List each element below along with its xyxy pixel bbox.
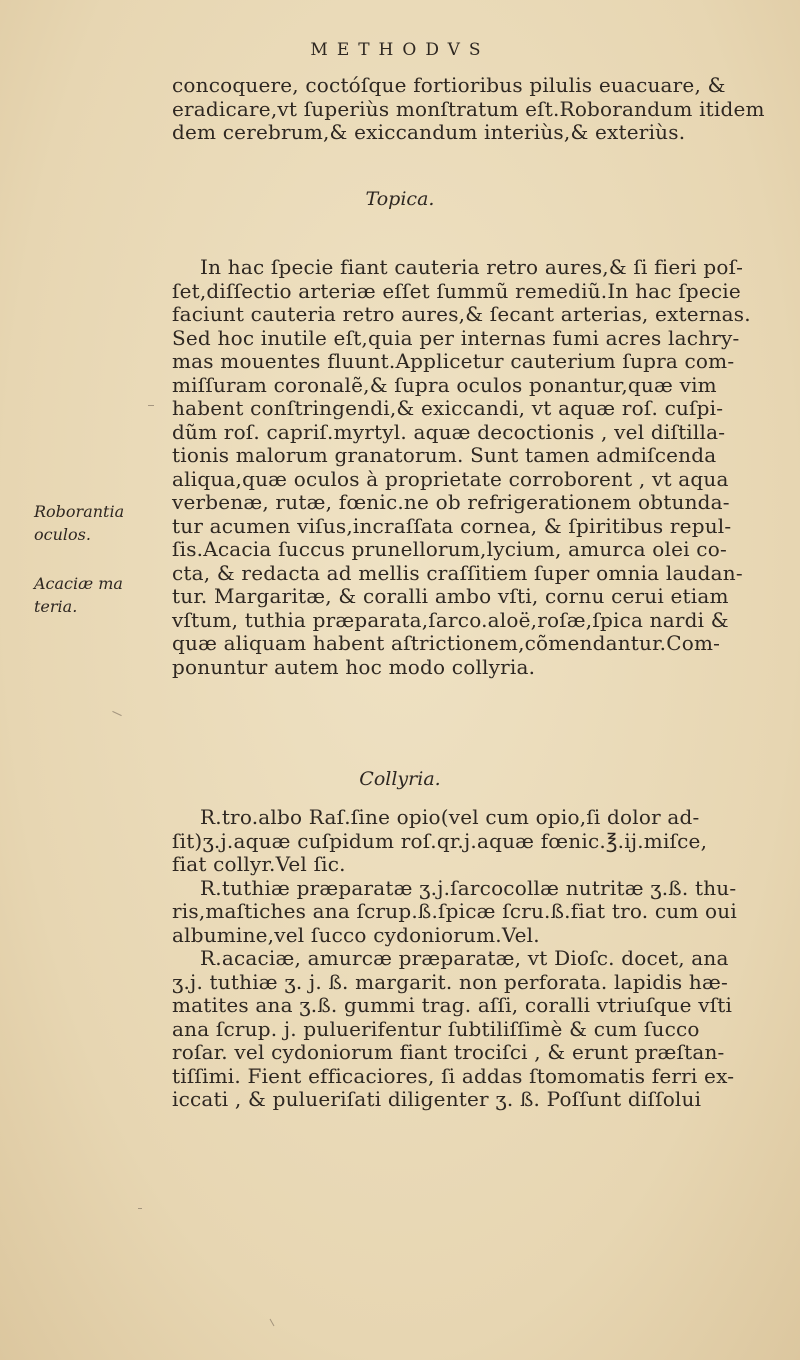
margin-note-line: Roborantia bbox=[34, 502, 125, 521]
text-line: concoquere, coctóſque fortioribus pilulis euacuare, & bbox=[172, 73, 726, 97]
margin-note-line: Acaciæ ma bbox=[34, 574, 123, 593]
text-line: vſtum, tuthia præparata,ſarco.aloë,roſæ,ſpica nardi & bbox=[172, 607, 729, 632]
ink-mark bbox=[148, 405, 154, 406]
text-line: tur. Margaritæ, & coralli ambo vſti, cornu cerui etiam bbox=[172, 584, 729, 608]
collyria-paragraph bbox=[172, 806, 772, 1112]
text-line: dũm roſ. capriſ.myrtyl. aquæ decoctionis , vel diſtilla- bbox=[172, 419, 726, 444]
text-line: mas mouentes fluunt.Applicetur cauterium ſupra com- bbox=[172, 349, 735, 373]
text-line: albumine,vel ſucco cydoniorum.Vel. bbox=[172, 922, 540, 947]
text-line: R.acaciæ, amurcæ præparatæ, vt Dioſc. docet, ana bbox=[200, 946, 729, 970]
text-line: ponuntur autem hoc modo collyria. bbox=[172, 654, 536, 679]
text-line: ʒ.j. tuthiæ ʒ. j. ß. margarit. non perforata. lapidis hæ- bbox=[172, 969, 728, 994]
text-line: fiat collyr.Vel ſic. bbox=[172, 852, 346, 876]
text-line: tionis malorum granatorum. Sunt tamen admiſcenda bbox=[172, 443, 717, 467]
text-line: tiſſimi. Fient efficaciores, ſi addas ſtomomatis ferri ex- bbox=[172, 1063, 735, 1088]
text-line: verbenæ, rutæ, fœnic.ne ob refrigerationem obtunda- bbox=[172, 490, 730, 514]
text-line: ſit)ʒ.j.aquæ cuſpidum roſ.qr.j.aquæ fœnic.℥.ij.miſce, bbox=[172, 828, 708, 853]
topica-paragraph bbox=[172, 256, 772, 679]
text-line: iccati , & pulueriſati diligenter ʒ. ß. Poſſunt diſſolui bbox=[172, 1087, 702, 1111]
text-line: matites ana ʒ.ß. gummi trag. aſſi, coralli vtriuſque vſti bbox=[172, 993, 733, 1017]
text-line: ana ſcrup. j. puluerifentur ſubtiliſſimè & cum ſucco bbox=[172, 1016, 700, 1041]
text-line: tur acumen viſus,incraſſata cornea, & ſpiritibus repul- bbox=[172, 513, 732, 538]
text-line: roſar. vel cydoniorum fiant trociſci , & erunt præſtan- bbox=[172, 1040, 725, 1064]
ink-mark bbox=[138, 1208, 142, 1209]
text-line: R.tro.albo Raſ.ſine opio(vel cum opio,ſi dolor ad- bbox=[200, 805, 700, 829]
text-line: eradicare,vt ſuperiùs monſtratum eſt.Roborandum itidem bbox=[172, 96, 765, 121]
text-line: In hac ſpecie fiant cauteria retro aures,& ſi fieri poſ- bbox=[200, 255, 744, 279]
text-line: ris,maſtiches ana ſcrup.ß.ſpicæ ſcru.ß.fiat tro. cum oui bbox=[172, 899, 737, 923]
text-line: miſſuram coronalẽ,& ſupra oculos ponantur,quæ vim bbox=[172, 372, 717, 397]
text-line: aliqua,quæ oculos à proprietate corroborent , vt aqua bbox=[172, 466, 729, 491]
text-line: cta, & redacta ad mellis craſſitiem ſuper omnia laudan- bbox=[172, 560, 743, 585]
margin-note-acaciae bbox=[34, 572, 123, 618]
ink-mark bbox=[112, 711, 121, 716]
text-line: dem cerebrum,& exiccandum interiùs,& exteriùs. bbox=[172, 120, 686, 144]
margin-note-line: oculos. bbox=[34, 525, 91, 544]
section-heading-collyria: Collyria. bbox=[359, 768, 441, 790]
intro-paragraph bbox=[172, 74, 772, 145]
text-line: Sed hoc inutile eſt,quia per internas fumi acres lachry- bbox=[172, 325, 740, 350]
margin-note-roborantia bbox=[34, 500, 124, 546]
text-line: ſet,diſſectio arteriæ eſſet ſummũ remediũ.In hac ſpecie bbox=[172, 278, 741, 303]
margin-note-line: teria. bbox=[34, 597, 78, 616]
text-line: quæ aliquam habent aſtrictionem,cõmendantur.Com- bbox=[172, 631, 721, 655]
text-line: habent conſtringendi,& exiccandi, vt aquæ roſ. cuſpi- bbox=[172, 396, 724, 420]
text-line: ſis.Acacia ſuccus prunellorum,lycium, amurca olei co- bbox=[172, 537, 727, 561]
text-line: faciunt cauteria retro aures,& ſecant arterias, externas. bbox=[172, 302, 751, 326]
text-line: R.tuthiæ præparatæ ʒ.j.ſarcocollæ nutritæ ʒ.ß. thu- bbox=[200, 875, 737, 900]
ink-mark bbox=[270, 1319, 275, 1326]
section-heading-topica: Topica. bbox=[365, 188, 435, 210]
running-head: METHODVS bbox=[310, 40, 490, 60]
